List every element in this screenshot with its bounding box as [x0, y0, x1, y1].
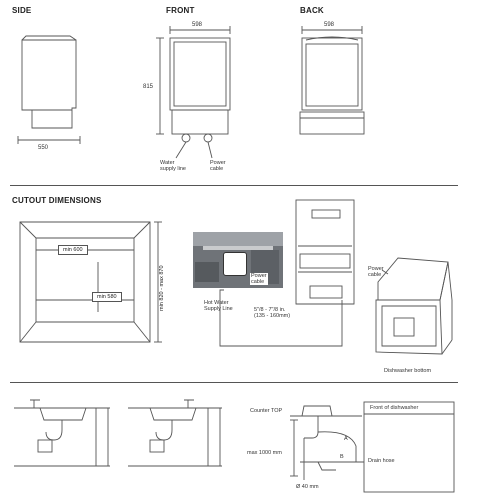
power-cable-front-label: Power cable [210, 160, 226, 172]
water-supply-line-label: Water supply line [160, 160, 186, 172]
power-cable-right-label: Power cable [368, 266, 384, 278]
side-depth-dimension: 550 [38, 145, 49, 151]
hot-water-supply-label: Hot Water Supply Line [204, 300, 233, 312]
sink-left-drawing [14, 400, 110, 466]
section-side-header: SIDE [12, 6, 32, 15]
front-of-dishwasher-label: Front of dishwasher [370, 405, 419, 411]
drain-max-height-label: max 1000 mm [247, 450, 282, 456]
cutout-height-label: min 820 - max 870 [159, 265, 165, 311]
back-view-drawing [300, 26, 364, 134]
kitchen-photo [193, 232, 283, 288]
front-view-drawing [156, 26, 230, 158]
back-width-dimension: 598 [324, 22, 335, 28]
drain-hose-label: Drain hose [368, 458, 395, 464]
section-front-header: FRONT [166, 6, 195, 15]
section-back-header: BACK [300, 6, 324, 15]
dishwasher-front-drawing [296, 200, 354, 304]
cutout-min-depth-label: min 580 [92, 292, 122, 302]
side-view-drawing [18, 36, 80, 144]
cutout-room-drawing [20, 222, 162, 342]
height-dimension: 815 [143, 84, 154, 90]
section-cutout-header: CUTOUT DIMENSIONS [12, 196, 102, 205]
counter-top-label: Counter TOP [250, 408, 283, 414]
power-cable-cutout-label: Power cable [251, 273, 267, 285]
dishwasher-bottom-drawing [376, 258, 452, 354]
cutout-min-width-label: min 600 [58, 245, 88, 255]
drain-diagram-drawing [290, 402, 454, 492]
sink-middle-drawing [128, 400, 222, 466]
front-width-dimension: 598 [192, 22, 203, 28]
point-b-label: B [340, 454, 344, 460]
dishwasher-bottom-label: Dishwasher bottom [384, 368, 432, 374]
drain-diameter-label: Ø 40 mm [296, 484, 319, 490]
point-a-label: A [344, 436, 348, 442]
hose-gap-dimension: 5"/8 - 7"/8 in. (135 - 160mm) [254, 307, 291, 319]
